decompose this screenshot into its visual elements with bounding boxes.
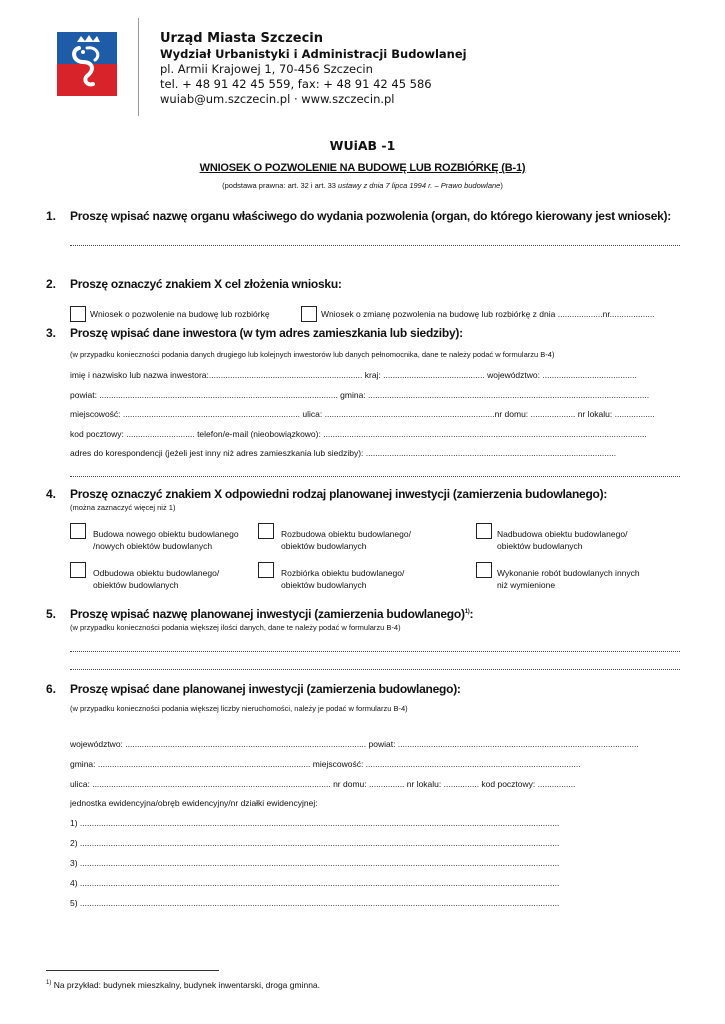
plot-field-4[interactable]: 4) ........................................................................................................................................................................................................... (70, 878, 560, 888)
office-address: pl. Armii Krajowej 1, 70-456 Szczecin (160, 62, 373, 76)
investor-city-street-field[interactable]: miejscowość: ........................................................................... ulica: ........................................................................nr domu: ................... nr lokalu: ................. (70, 409, 655, 419)
investor-county-commune-field[interactable]: powiat: ..................................................................................................... gmina: ....................................................................................................................... (70, 390, 650, 400)
investor-correspondence-address-field[interactable]: adres do korespondencji (jeżeli jest inny niż adres zamieszkania lub siedziby): .......................................................................................................... (70, 448, 617, 458)
office-contact: wuiab@um.szczecin.pl · www.szczecin.pl (160, 92, 395, 106)
section-5-number: 5. (46, 607, 57, 621)
checkbox-building-permit[interactable] (70, 306, 86, 322)
investor-extra-line[interactable] (70, 476, 680, 477)
option-building-permit: Wniosek o pozwolenie na budowę lub rozbiórkę (90, 309, 270, 319)
checkbox-superstructure[interactable] (476, 523, 492, 539)
site-street-address-field[interactable]: ulica: ..................................................................................................... nr domu: ............... nr lokalu: ............... kod pocztowy: ................ (70, 779, 576, 789)
section-1-question: Proszę wpisać nazwę organu właściwego do wydania pozwolenia (organ, do którego kierowany jest wniosek): (70, 209, 672, 223)
site-plot-label: jednostka ewidencyjna/obręb ewidencyjny/nr działki ewidencyjnej: (70, 798, 318, 808)
option-extension: Rozbudowa obiektu budowlanego/ obiektów budowlanych (281, 529, 411, 551)
department-name: Wydział Urbanistyki i Administracji Budowlanej (160, 47, 467, 61)
form-code: WUiAB -1 (329, 138, 396, 153)
form-title: WNIOSEK O POZWOLENIE NA BUDOWĘ LUB ROZBIÓRKĘ (B-1) (199, 162, 526, 174)
option-superstructure: Nadbudowa obiektu budowlanego/ obiektów budowlanych (497, 529, 628, 551)
checkbox-reconstruction[interactable] (70, 562, 86, 578)
plot-field-2[interactable]: 2) ........................................................................................................................................................................................................... (70, 838, 560, 848)
section-5-question: Proszę wpisać nazwę planowanej inwestycji (zamierzenia budowlanego)$^{1)}$: (70, 607, 474, 621)
footnote: $^{1)}$ Na przykład: budynek mieszkalny, budynek inwentarski, droga gminna. (46, 980, 321, 990)
section-4-question: Proszę oznaczyć znakiem X odpowiedni rodzaj planowanej inwestycji (zamierzenia budowlanego): (70, 487, 608, 501)
section-3-note: (w przypadku konieczności podania danych drugiego lub kolejnych inwestorów lub danych pełnomocnika, dane te należy podać w formularzu B-4) (70, 350, 555, 359)
option-other-works: Wykonanie robót budowlanych innych niż wymienione (497, 568, 640, 590)
checkbox-demolition[interactable] (258, 562, 274, 578)
option-reconstruction: Odbudowa obiektu budowlanego/ obiektów budowlanych (93, 568, 220, 590)
section-1-number: 1. (46, 209, 57, 223)
section-6-note: (w przypadku konieczności podania większej liczby nieruchomości, należy je podać w formularzu B-4) (70, 704, 408, 713)
investor-postcode-phone-field[interactable]: kod pocztowy: ............................. telefon/e-mail (nieobowiązkowo): ......................................................................................................................................... (70, 429, 647, 439)
section-4-note: (można zaznaczyć więcej niż 1) (70, 503, 176, 512)
checkbox-permit-change[interactable] (301, 306, 317, 322)
checkbox-extension[interactable] (258, 523, 274, 539)
option-demolition: Rozbiórka obiektu budowlanego/ obiektów budowlanych (281, 568, 405, 590)
plot-field-5[interactable]: 5) ........................................................................................................................................................................................................... (70, 898, 560, 908)
option-new-building: Budowa nowego obiektu budowlanego /nowych obiektów budowlanych (93, 529, 239, 551)
plot-field-3[interactable]: 3) ........................................................................................................................................................................................................... (70, 858, 560, 868)
site-province-county-field[interactable]: województwo: ...................................................................................................... powiat: ...................................................................................................... (70, 739, 639, 749)
investment-name-line-1[interactable] (70, 651, 680, 652)
section-3-number: 3. (46, 326, 57, 340)
header-divider (138, 18, 139, 116)
section-6-question: Proszę wpisać dane planowanej inwestycji (zamierzenia budowlanego): (70, 682, 461, 696)
investor-name-country-province-field[interactable]: imię i nazwisko lub nazwa inwestora:................................................................. kraj: ........................................... województwo: ........................................ (70, 370, 637, 380)
office-phone: tel. + 48 91 42 45 559, fax: + 48 91 42 45 586 (160, 77, 432, 91)
szczecin-coat-of-arms-logo (57, 32, 117, 96)
section-1-authority-field[interactable] (70, 245, 680, 246)
legal-basis: (podstawa prawna: art. 32 i art. 33 ustawy z dnia 7 lipca 1994 r. – Prawo budowlane) (222, 181, 503, 190)
section-2-number: 2. (46, 277, 57, 291)
section-3-question: Proszę wpisać dane inwestora (w tym adres zamieszkania lub siedziby): (70, 326, 463, 340)
site-commune-city-field[interactable]: gmina: .......................................................................................... miejscowość: ........................................................................................... (70, 759, 581, 769)
investment-name-line-2[interactable] (70, 669, 680, 670)
section-4-number: 4. (46, 487, 57, 501)
plot-field-1[interactable]: 1) ........................................................................................................................................................................................................... (70, 818, 560, 828)
checkbox-new-building[interactable] (70, 523, 86, 539)
section-6-number: 6. (46, 682, 57, 696)
checkbox-other-works[interactable] (476, 562, 492, 578)
option-permit-change: Wniosek o zmianę pozwolenia na budowę lub rozbiórkę z dnia ...................nr................... (321, 309, 655, 319)
section-2-question: Proszę oznaczyć znakiem X cel złożenia wniosku: (70, 277, 342, 291)
office-name: Urząd Miasta Szczecin (160, 31, 323, 46)
section-5-note: (w przypadku konieczności podania większej ilości danych, dane te należy podać w formularzu B-4) (70, 623, 401, 632)
footnote-divider (46, 970, 219, 971)
